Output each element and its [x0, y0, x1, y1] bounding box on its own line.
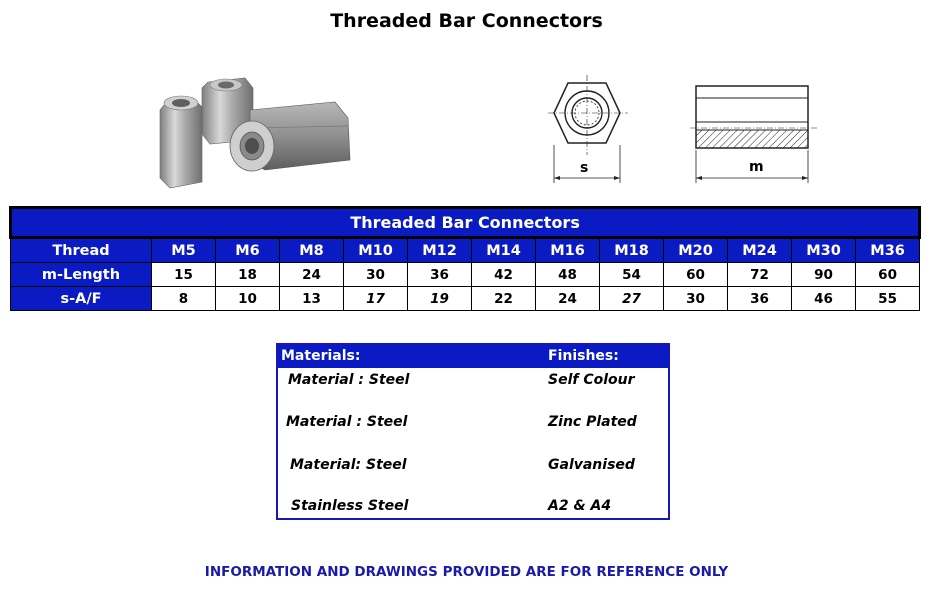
product-photo: [150, 70, 355, 195]
table-cell: 42: [472, 263, 536, 287]
table-cell: 72: [728, 263, 792, 287]
materials-header-row: [278, 345, 668, 368]
table-cell: 22: [472, 287, 536, 311]
table-cell: 60: [856, 263, 920, 287]
thread-size: M8: [280, 238, 344, 263]
finish-cell: Galvanised: [548, 457, 635, 473]
table-cell: 17: [344, 287, 408, 311]
table-cell: 60: [664, 263, 728, 287]
table-cell: 36: [408, 263, 472, 287]
material-cell: Material : Steel: [286, 414, 408, 430]
table-cell: 30: [344, 263, 408, 287]
side-view-label: m: [749, 159, 764, 175]
table-cell: 30: [664, 287, 728, 311]
table-cell: 90: [792, 263, 856, 287]
thread-size: M30: [792, 238, 856, 263]
thread-size: M14: [472, 238, 536, 263]
thread-header-label: Thread: [11, 238, 152, 263]
thread-size: M10: [344, 238, 408, 263]
spec-table-title: Threaded Bar Connectors: [11, 208, 920, 238]
row-label: m-Length: [11, 263, 152, 287]
thread-size: M36: [856, 238, 920, 263]
page-title: Threaded Bar Connectors: [330, 10, 603, 32]
table-cell: 18: [216, 263, 280, 287]
material-cell: Material : Steel: [288, 372, 410, 388]
materials-table: [276, 343, 670, 520]
table-cell: 24: [536, 287, 600, 311]
table-cell: 55: [856, 287, 920, 311]
table-cell: 10: [216, 287, 280, 311]
thread-size: M16: [536, 238, 600, 263]
row-label: s-A/F: [11, 287, 152, 311]
spec-table: [9, 206, 921, 311]
thread-size: M6: [216, 238, 280, 263]
end-view-label: s: [580, 160, 589, 176]
table-cell: 46: [792, 287, 856, 311]
finish-cell: Self Colour: [548, 372, 635, 388]
thread-size: M12: [408, 238, 472, 263]
table-cell: 19: [408, 287, 472, 311]
reference-disclaimer: INFORMATION AND DRAWINGS PROVIDED ARE FOR REFERENCE ONLY: [204, 564, 729, 580]
table-cell: 48: [536, 263, 600, 287]
thread-size: M20: [664, 238, 728, 263]
thread-size: M24: [728, 238, 792, 263]
table-cell: 8: [152, 287, 216, 311]
finishes-header: Finishes:: [548, 348, 619, 364]
finish-cell: Zinc Plated: [548, 414, 637, 430]
material-cell: Material: Steel: [290, 457, 407, 473]
thread-size: M18: [600, 238, 664, 263]
table-cell: 13: [280, 287, 344, 311]
m-length-row: [11, 263, 920, 287]
thread-size: M5: [152, 238, 216, 263]
s-af-row: [11, 287, 920, 311]
table-cell: 36: [728, 287, 792, 311]
thread-header-row: [11, 238, 920, 263]
table-cell: 24: [280, 263, 344, 287]
table-cell: 15: [152, 263, 216, 287]
finish-cell: A2 & A4: [548, 498, 612, 514]
table-cell: 54: [600, 263, 664, 287]
materials-header: Materials:: [281, 348, 361, 364]
table-cell: 27: [600, 287, 664, 311]
material-cell: Stainless Steel: [291, 498, 409, 514]
